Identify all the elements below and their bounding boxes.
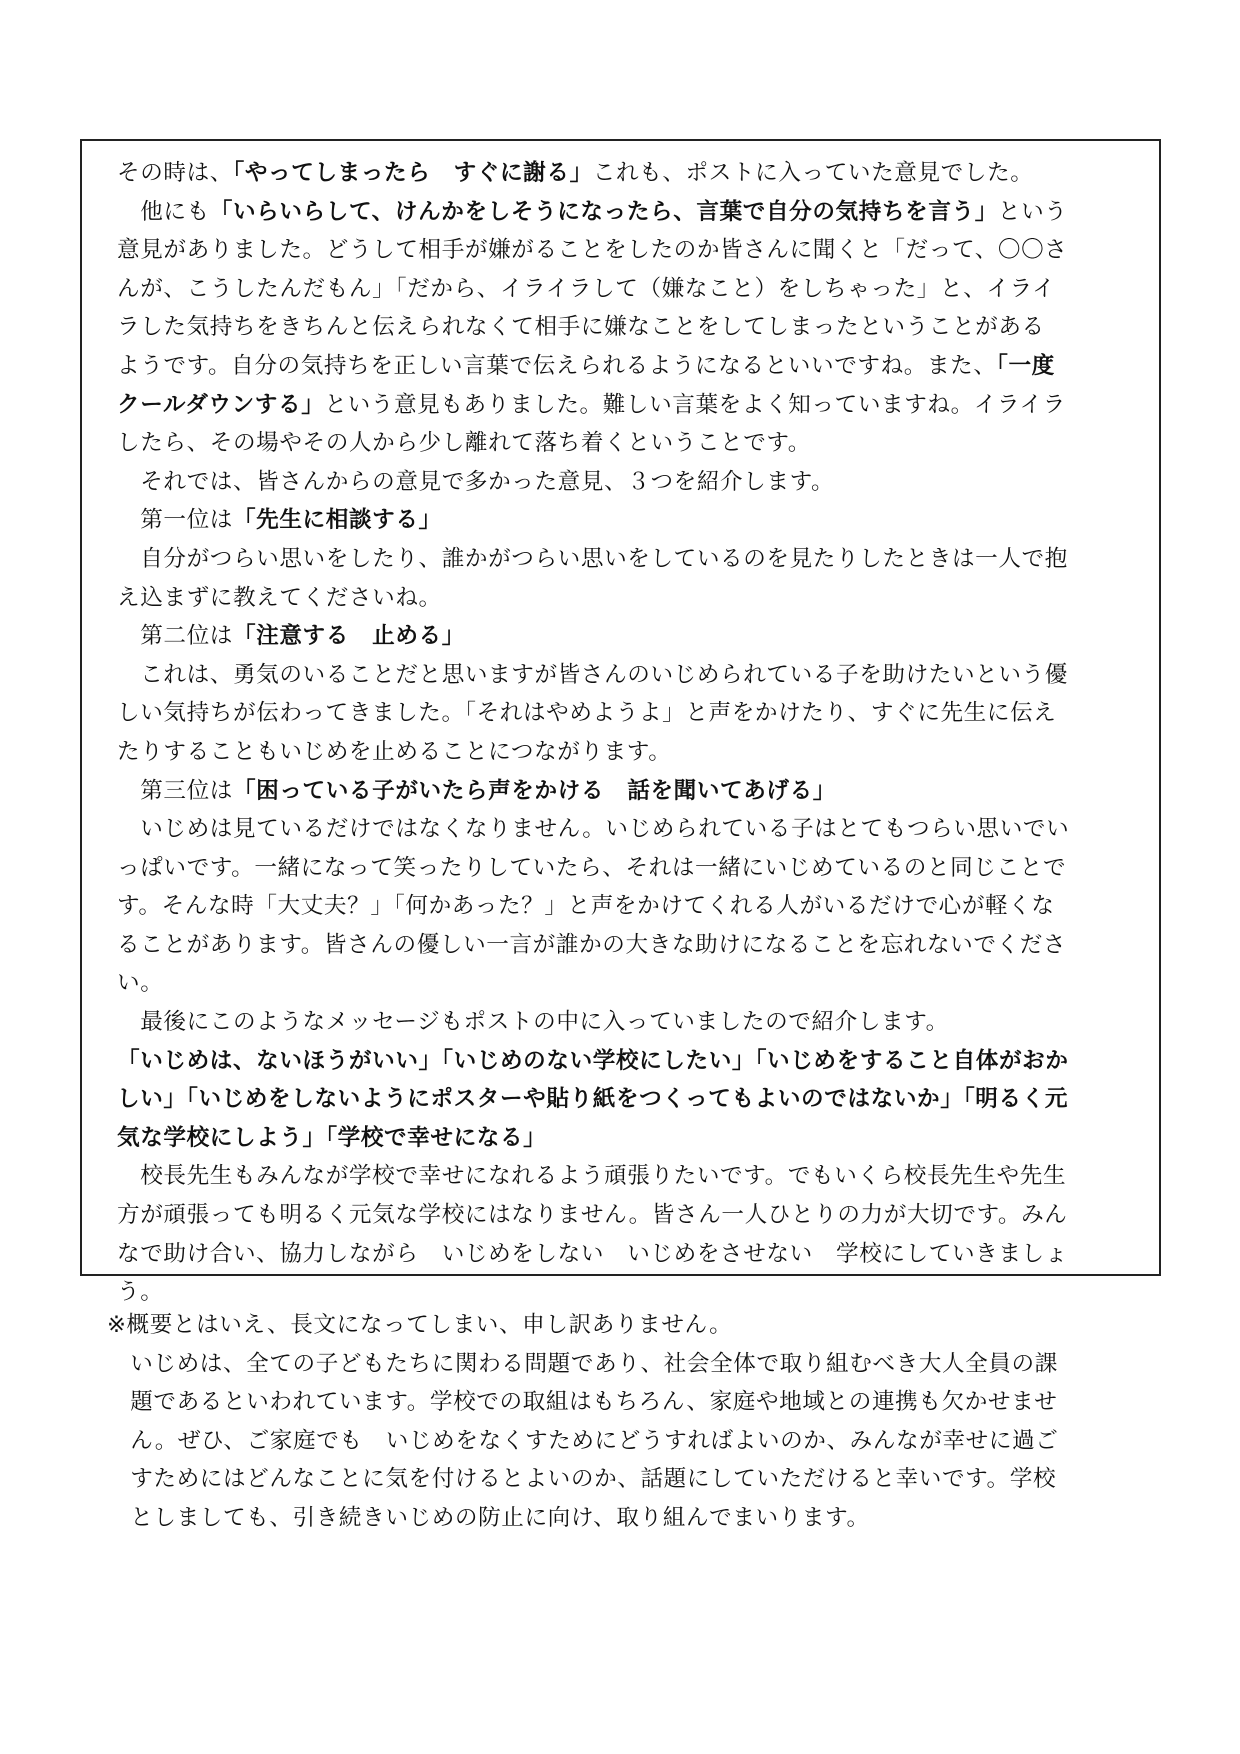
bold-quote-text: 気な学校にしよう」「学校で幸せになる」 xyxy=(117,1124,547,1151)
principal-message-box xyxy=(80,139,1161,1306)
bold-quote-text: 「やってしまったら すぐに謝る」 xyxy=(232,160,593,186)
body-text: ※概要とはいえ、長文になってしまい、申し訳ありません。 xyxy=(107,1312,733,1338)
body-text: これは、勇気のいることだと思いますが皆さんのいじめられている子を助けたいという優 xyxy=(117,661,1068,688)
box-text-line xyxy=(117,1157,1129,1196)
body-text: ようです。自分の気持ちを正しい言葉で伝えられるようになるといいですね。また、 xyxy=(117,352,997,379)
bold-quote-text: 「注意する 止める」 xyxy=(232,623,465,650)
bold-quote-text: クールダウンする」 xyxy=(117,391,325,418)
body-text: んが、こうしたんだもん」「だから、イライラして（嫌なこと）をしちゃった」と、イライ xyxy=(117,275,1056,302)
body-text: 第一位は xyxy=(117,507,233,534)
box-text-line xyxy=(117,270,1129,309)
box-text-line xyxy=(117,154,1129,193)
bold-quote-text: 「先生に相談する」 xyxy=(232,507,442,534)
box-text-line xyxy=(117,347,1129,386)
body-text: 題であるといわれています。学校での取組はもちろん、家庭や地域との連携も欠かせませ xyxy=(107,1389,1058,1416)
box-text-line xyxy=(117,849,1129,888)
bold-quote-text: 「一度 xyxy=(996,352,1055,379)
body-text: す。そんな時「大丈夫？」「何かあった？」と声をかけてくれる人がいるだけで心が軽くな xyxy=(117,893,1055,920)
body-text: う。 xyxy=(117,1279,164,1306)
box-text-line xyxy=(117,1196,1129,1235)
box-text-line xyxy=(117,501,1129,540)
note-text-line xyxy=(107,1499,1167,1538)
body-text: ラした気持ちをきちんと伝えられなくて相手に嫌なことをしてしまったということがある xyxy=(117,314,1045,341)
body-text: え込まずに教えてくださいね。 xyxy=(117,584,442,611)
box-text-line xyxy=(117,617,1129,656)
body-text: っぱいです。一緒になって笑ったりしていたら、それは一緒にいじめているのと同じことで xyxy=(117,854,1067,881)
body-text: 校長先生もみんなが学校で幸せになれるよう頑張りたいです。でもいくら校長先生や先生 xyxy=(117,1163,1067,1190)
note-text-line xyxy=(107,1306,1167,1345)
note-text-line xyxy=(107,1460,1167,1499)
box-text-line xyxy=(117,231,1129,270)
body-text: すためにはどんなことに気を付けるとよいのか、話題にしていただけると幸いです。学校 xyxy=(107,1466,1057,1493)
body-text: 第二位は xyxy=(117,623,233,650)
body-text: 他にも xyxy=(117,198,210,225)
body-text: その時は、 xyxy=(117,160,233,186)
bold-quote-text: 「いじめは、ないほうがいい」「いじめのない学校にしたい」「いじめをすること自体がおか xyxy=(117,1047,1069,1074)
note-text-line xyxy=(107,1422,1167,1461)
body-text: 意見がありました。どうして相手が嫌がることをしたのか皆さんに聞くと「だって、〇〇さ xyxy=(117,237,1068,264)
box-text-line xyxy=(117,424,1129,463)
body-text: なで助け合い、協力しながら いじめをしない いじめをさせない 学校にしていきましょ xyxy=(117,1240,1068,1267)
body-text: ん。ぜひ、ご家庭でも いじめをなくすためにどうすればよいのか、みんなが幸せに過ご xyxy=(107,1427,1059,1454)
box-text-line xyxy=(117,1080,1129,1119)
body-text: い。 xyxy=(117,970,164,997)
box-text-line xyxy=(117,694,1129,733)
body-text: という xyxy=(997,198,1068,225)
note-text-line xyxy=(107,1345,1167,1384)
box-text-line xyxy=(117,579,1129,618)
body-text: 最後にこのようなメッセージもポストの中に入っていましたので紹介します。 xyxy=(117,1009,949,1036)
box-text-line xyxy=(117,308,1129,347)
body-text: それでは、皆さんからの意見で多かった意見、３つを紹介します。 xyxy=(117,468,835,495)
bold-quote-text: 「いらいらして、けんかをしそうになったら、言葉で自分の気持ちを言う」 xyxy=(209,198,998,225)
body-text: たりすることもいじめを止めることにつながります。 xyxy=(117,738,672,765)
body-text: いじめは見ているだけではなくなりません。いじめられている子はとてもつらい思いでい xyxy=(117,816,1070,843)
body-text: 自分がつらい思いをしたり、誰かがつらい思いをしているのを見たりしたときは一人で抱 xyxy=(117,545,1068,572)
box-text-line xyxy=(117,463,1129,502)
box-text-line xyxy=(117,1119,1129,1158)
closing-note xyxy=(107,1306,1167,1538)
box-text-line xyxy=(117,540,1129,579)
body-text: ることがあります。皆さんの優しい一言が誰かの大きな助けになることを忘れないでくださ xyxy=(117,931,1067,958)
box-text-line xyxy=(117,887,1129,926)
body-text: いじめは、全ての子どもたちに関わる問題であり、社会全体で取り組むべき大人全員の課 xyxy=(107,1350,1058,1377)
box-text-line xyxy=(117,656,1129,695)
box-text-line xyxy=(117,1042,1129,1081)
box-text-line xyxy=(117,926,1129,965)
box-text-line xyxy=(117,810,1129,849)
box-text-line xyxy=(117,772,1129,811)
body-text: 方が頑張っても明るく元気な学校にはなりません。皆さん一人ひとりの力が大切です。みん xyxy=(117,1202,1068,1229)
body-text: 第三位は xyxy=(117,777,233,804)
box-text-line xyxy=(117,386,1129,425)
box-text-line xyxy=(117,1003,1129,1042)
body-text: これも、ポストに入っていた意見でした。 xyxy=(592,160,1034,186)
box-text-line xyxy=(117,733,1129,772)
box-text-line xyxy=(117,1235,1129,1274)
note-text-line xyxy=(107,1383,1167,1422)
body-text: したら、その場やその人から少し離れて落ち着くということです。 xyxy=(117,430,812,457)
bold-quote-text: しい」「いじめをしないようにポスターや貼り紙をつくってもよいのではないか」「明るく元 xyxy=(117,1086,1069,1113)
bold-quote-text: 「困っている子がいたら声をかける 話を聞いてあげる」 xyxy=(232,777,837,804)
body-text: としましても、引き続きいじめの防止に向け、取り組んでまいります。 xyxy=(107,1504,870,1531)
body-text: という意見もありました。難しい言葉をよく知っていますね。イライラ xyxy=(324,391,1066,418)
box-text-line xyxy=(117,193,1129,232)
box-text-line xyxy=(117,964,1129,1003)
body-text: しい気持ちが伝わってきました。「それはやめようよ」と声をかけたり、すぐに先生に伝え xyxy=(117,700,1057,727)
